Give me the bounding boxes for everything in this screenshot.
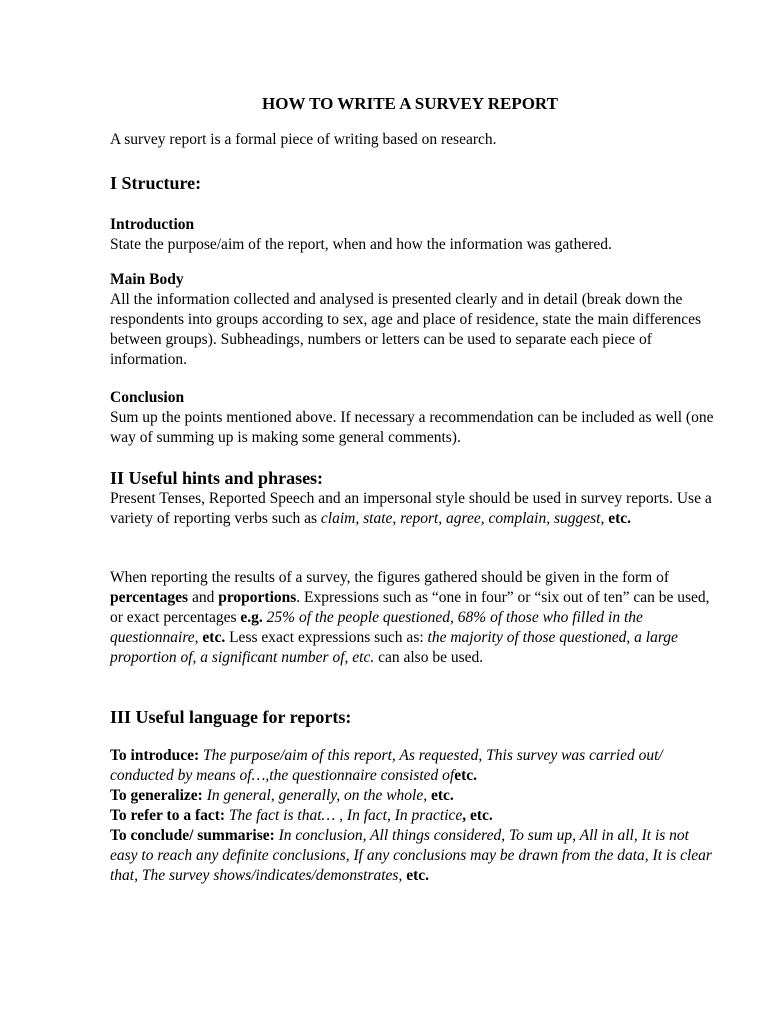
- hints-p2-etc: etc.: [202, 629, 226, 646]
- hints-paragraph-2: [110, 568, 720, 668]
- hints-p2-text-d: can also be used.: [374, 649, 484, 666]
- language-item-label: To introduce:: [110, 747, 200, 764]
- language-item-label: To refer to a fact:: [110, 807, 226, 824]
- conclusion-block: [110, 388, 720, 448]
- hints-p2-eg: e.g.: [240, 609, 263, 626]
- language-item-introduce: [110, 746, 720, 786]
- section-3-heading: III Useful language for reports:: [110, 707, 352, 727]
- intro-text: A survey report is a formal piece of writing based on research.: [110, 131, 497, 148]
- language-item-text: In general, generally, on the whole,: [206, 787, 428, 804]
- reporting-verbs: claim, state, report, agree, complain, suggest,: [320, 510, 605, 527]
- exact-percentage-examples: 25% of the people questioned, 68% of those who filled in the questionnaire,: [110, 609, 643, 646]
- section-2-heading: II Useful hints and phrases:: [110, 468, 324, 488]
- language-item-label: To conclude/ summarise:: [110, 827, 275, 844]
- useful-language-list: [110, 746, 720, 886]
- introduction-block: [110, 215, 720, 255]
- language-item-conclude: [110, 826, 720, 886]
- hints-p2-text-a: When reporting the results of a survey, the figures gathered should be given in the form of: [110, 569, 669, 586]
- document-title: HOW TO WRITE A SURVEY REPORT: [262, 94, 558, 113]
- conclusion-text: Sum up the points mentioned above. If necessary a recommendation can be included as well (one way of summing up is making some general comments).: [110, 409, 714, 446]
- hints-p2-text-b: . Expressions such as “one in four” or “six out of ten” can be used, or exact percentages: [110, 589, 710, 626]
- hints-p1-text: Present Tenses, Reported Speech and an impersonal style should be used in survey reports. Use a variety of reporting verbs such as: [110, 490, 712, 527]
- language-item-refer-fact: [110, 806, 720, 826]
- conclusion-heading: Conclusion: [110, 389, 185, 406]
- language-item-text: The purpose/aim of this report, As requested, This survey was carried out/ conducted by means of…,the questionnaire consisted of: [110, 747, 663, 784]
- language-item-etc: etc.: [406, 867, 429, 884]
- main-body-heading: Main Body: [110, 271, 184, 288]
- less-exact-examples: the majority of those questioned, a large proportion of, a significant number of, etc.: [110, 629, 678, 666]
- language-item-text: In conclusion, All things considered, To sum up, All in all, It is not easy to reach any definite conclusions, If any conclusions may be drawn from the data, It is clear that, The survey shows/indicates/demonstrates,: [110, 827, 712, 884]
- language-item-text: The fact is that… , In fact, In practice: [228, 807, 463, 824]
- language-item-generalize: [110, 786, 720, 806]
- hints-p2-and: and: [188, 589, 219, 606]
- main-body-text: All the information collected and analysed is presented clearly and in detail (break down the respondents into groups according to sex, age and place of residence, state the main differences between groups). Subheadings, numbers or letters can be used to separate each piece of information.: [110, 291, 702, 368]
- introduction-text: State the purpose/aim of the report, when and how the information was gathered.: [110, 236, 612, 253]
- language-item-etc: etc.: [431, 787, 454, 804]
- main-body-block: [110, 270, 720, 370]
- hints-p1-etc: etc.: [608, 510, 632, 527]
- hints-p2-text-c: Less exact expressions such as:: [225, 629, 428, 646]
- introduction-heading: Introduction: [110, 216, 195, 233]
- term-proportions: proportions: [218, 589, 297, 606]
- term-percentages: percentages: [110, 589, 189, 606]
- hints-paragraph-1: [110, 489, 720, 529]
- language-item-etc: etc.: [454, 767, 478, 784]
- language-item-label: To generalize:: [110, 787, 203, 804]
- language-item-etc: , etc.: [462, 807, 493, 824]
- section-1-heading: I Structure:: [110, 173, 202, 193]
